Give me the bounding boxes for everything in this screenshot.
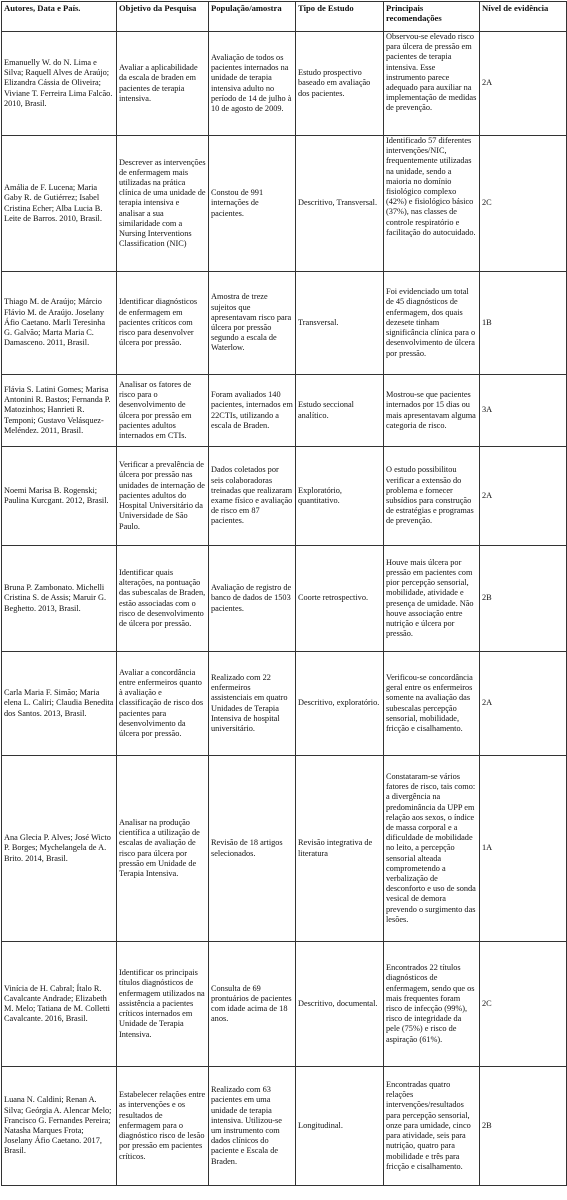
header-autores: Autores, Data e País.: [2, 2, 117, 32]
cell-objetivo: Identificar diagnósticos de enfermagem em pacientes críticos com risco para desenvolver úlcera por pressão.: [117, 272, 209, 375]
cell-tipo: Transversal.: [296, 272, 384, 375]
table-row: [2, 546, 567, 652]
header-recomendacoes: Principais recomendações: [384, 2, 480, 32]
cell-recomendacoes: Mostrou-se que pacientes internados por 15 dias ou mais apresentavam alguma categoria de risco.: [384, 375, 480, 447]
cell-populacao: Avaliação de todos os pacientes internados na unidade de terapia intensiva adulto no período de 14 de julho à 10 de agosto de 2009.: [209, 32, 296, 136]
cell-populacao: Realizado com 63 pacientes em uma unidade de terapia intensiva. Utilizou-se um instrumento com dados clínicos do paciente e Escala de Braden.: [209, 1067, 296, 1186]
cell-autores: Luana N. Caldini; Renan A. Silva; Geórgia A. Alencar Melo; Francisco G. Fernandes Pereira; Natasha Marques Frota; Joselany Áfio Caetano. 2017, Brasil.: [2, 1067, 117, 1186]
cell-objetivo: Descrever as intervenções de enfermagem mais utilizadas na prática clínica de uma unidade de terapia intensiva e analisar a sua similaridade com a Nursing Interventions Classification (NIC): [117, 136, 209, 272]
table-row: [2, 375, 567, 447]
cell-objetivo: Analisar os fatores de risco para o desenvolvimento de úlcera por pressão em pacientes adultos internados em CTIs.: [117, 375, 209, 447]
evidence-table: [1, 1, 567, 1186]
cell-objetivo: Estabelecer relações entre as intervenções e os resultados de enfermagem para o diagnóstico risco de lesão por pressão em pacientes críticos.: [117, 1067, 209, 1186]
cell-recomendacoes: Observou-se elevado risco para úlcera de pressão em pacientes de terapia intensiva. Esse instrumento parece adequado para auxiliar na implementação de medidas de prevenção.: [384, 32, 480, 136]
cell-tipo: Revisão integrativa de literatura: [296, 756, 384, 942]
cell-nivel: 3A: [480, 375, 567, 447]
cell-nivel: 1B: [480, 272, 567, 375]
cell-tipo: Descritivo, documental.: [296, 942, 384, 1067]
cell-tipo: Estudo prospectivo baseado em avaliação dos pacientes.: [296, 32, 384, 136]
table-row: [2, 652, 567, 756]
cell-objetivo: Verificar a prevalência de úlcera por pressão nas unidades de internação de pacientes adultos do Hospital Universitário da Universidade de São Paulo.: [117, 447, 209, 546]
cell-objetivo: Identificar os principais títulos diagnósticos de enfermagem utilizados na assistência a pacientes críticos internados em Unidade de Terapia Intensiva.: [117, 942, 209, 1067]
header-nivel: Nível de evidência: [480, 2, 567, 32]
cell-objetivo: Identificar quais alterações, na pontuação das subescalas de Braden, estão associadas com o risco de desenvolvimento de úlcera por pressão.: [117, 546, 209, 652]
cell-populacao: Amostra de treze sujeitos que apresentavam risco para úlcera por pressão segundo a escala de Waterlow.: [209, 272, 296, 375]
cell-populacao: Constou de 991 internações de pacientes.: [209, 136, 296, 272]
cell-autores: Bruna P. Zambonato. Michelli Cristina S. de Assis; Maruir G. Beghetto. 2013, Brasil.: [2, 546, 117, 652]
cell-nivel: 2B: [480, 1067, 567, 1186]
cell-objetivo: Avaliar a concordância entre enfermeiros quanto à avaliação e classificação de risco dos pacientes para desenvolvimento da úlcera por pressão.: [117, 652, 209, 756]
header-populacao: População/amostra: [209, 2, 296, 32]
cell-recomendacoes: Houve mais úlcera por pressão em pacientes com pior percepção sensorial, mobilidade, atividade e presença de umidade. Não houve associação entre nutrição e úlcera por pressão.: [384, 546, 480, 652]
header-objetivo: Objetivo da Pesquisa: [117, 2, 209, 32]
cell-recomendacoes: Encontradas quatro relações intervenções/resultados para percepção sensorial, onze para umidade, cinco para atividade, seis para nutrição, quatro para mobilidade e três para fricção e cisalhamento.: [384, 1067, 480, 1186]
cell-tipo: Estudo seccional analítico.: [296, 375, 384, 447]
cell-populacao: Consulta de 69 prontuários de pacientes com idade acima de 18 anos.: [209, 942, 296, 1067]
cell-recomendacoes: Encontrados 22 títulos diagnósticos de enfermagem, sendo que os mais frequentes foram risco de infecção (99%), risco de integridade da pele (75%) e risco de aspiração (61%).: [384, 942, 480, 1067]
table-header-row: [2, 2, 567, 32]
cell-autores: Amália de F. Lucena; Maria Gaby R. de Gutiérrez; Isabel Cristina Echer; Alba Lucia B. Leite de Barros. 2010, Brasil.: [2, 136, 117, 272]
cell-nivel: 2C: [480, 136, 567, 272]
cell-populacao: Avaliação de registro de banco de dados de 1503 pacientes.: [209, 546, 296, 652]
table-row: [2, 756, 567, 942]
cell-tipo: Coorte retrospectivo.: [296, 546, 384, 652]
cell-nivel: 2A: [480, 32, 567, 136]
cell-objetivo: Analisar na produção científica a utilização de escalas de avaliação de risco para úlcera por pressão em Unidade de Terapia Intensiva.: [117, 756, 209, 942]
cell-tipo: Exploratório, quantitativo.: [296, 447, 384, 546]
table-row: [2, 272, 567, 375]
cell-autores: Flávia S. Latini Gomes; Marisa Antonini R. Bastos; Fernanda P. Matozinhos; Hanrieti R. Temponi; Gustavo Velásquez-Meléndez. 2011, Brasil.: [2, 375, 117, 447]
cell-autores: Emanuelly W. do N. Lima e Silva; Raquell Alves de Araújo; Elizandra Cássia de Oliveira; Viviane T. Ferreira Lima Falcão. 2010, Brasil.: [2, 32, 117, 136]
header-tipo: Tipo de Estudo: [296, 2, 384, 32]
cell-recomendacoes: O estudo possibilitou verificar a extensão do problema e fornecer subsídios para construção de estratégias e programas de prevenção.: [384, 447, 480, 546]
table-row: [2, 447, 567, 546]
cell-nivel: 2A: [480, 447, 567, 546]
table-row: [2, 32, 567, 136]
cell-autores: Carla Maria F. Simão; Maria elena L. Caliri; Claudia Benedita dos Santos. 2013, Brasil.: [2, 652, 117, 756]
cell-tipo: Descritivo, Transversal.: [296, 136, 384, 272]
table-row: [2, 1067, 567, 1186]
cell-nivel: 2A: [480, 652, 567, 756]
cell-populacao: Realizado com 22 enfermeiros assistenciais em quatro Unidades de Terapia Intensiva de hospital universitário.: [209, 652, 296, 756]
cell-recomendacoes: Foi evidenciado um total de 45 diagnósticos de enfermagem, dos quais dezesete tinham significância clínica para o desenvolvimento de úlcera por pressão.: [384, 272, 480, 375]
cell-nivel: 2C: [480, 942, 567, 1067]
cell-populacao: Foram avaliados 140 pacientes, internados em 22CTIs, utilizando a escala de Braden.: [209, 375, 296, 447]
cell-autores: Noemi Marisa B. Rogenski; Paulina Kurcgant. 2012, Brasil.: [2, 447, 117, 546]
cell-nivel: 2B: [480, 546, 567, 652]
cell-objetivo: Avaliar a aplicabilidade da escala de braden em pacientes de terapia intensiva.: [117, 32, 209, 136]
cell-autores: Vinícia de H. Cabral; Ítalo R. Cavalcante Andrade; Elizabeth M. Melo; Tatiana de M. Colletti Cavalcante. 2016, Brasil.: [2, 942, 117, 1067]
cell-autores: Thiago M. de Araújo; Márcio Flávio M. de Araújo. Joselany Áfio Caetano. Marli Teresinha G. Galvão; Marta Maria C. Damasceno. 2011, Brasil.: [2, 272, 117, 375]
cell-nivel: 1A: [480, 756, 567, 942]
cell-recomendacoes: Identificado 57 diferentes intervenções/NIC, frequentemente utilizadas na unidade, sendo a maioria no domínio fisiológico complexo (42%) e fisiológico básico (37%), nas classes de controle respiratório e facilitação do autocuidado.: [384, 136, 480, 272]
cell-tipo: Longitudinal.: [296, 1067, 384, 1186]
cell-tipo: Descritivo, exploratório.: [296, 652, 384, 756]
cell-recomendacoes: Verificou-se concordância geral entre os enfermeiros somente na avaliação das subescalas percepção sensorial, mobilidade, fricção e cisalhamento.: [384, 652, 480, 756]
table-row: [2, 942, 567, 1067]
cell-populacao: Dados coletados por seis colaboradoras treinadas que realizaram exame físico e avaliação de risco em 87 pacientes.: [209, 447, 296, 546]
cell-autores: Ana Glecia P. Alves; José Wicto P. Borges; Mychelangela de A. Brito. 2014, Brasil.: [2, 756, 117, 942]
cell-populacao: Revisão de 18 artigos selecionados.: [209, 756, 296, 942]
cell-recomendacoes: Constataram-se vários fatores de risco, tais como: a divergência na predominância da UPP em relação aos sexos, o índice de massa corporal e a dificuldade de mobilidade no leito, a percepção sensorial alteada comprometendo a verbalização de desconforto e uso de sonda vesical de demora prevendo o surgimento das lesões.: [384, 756, 480, 942]
table-row: [2, 136, 567, 272]
